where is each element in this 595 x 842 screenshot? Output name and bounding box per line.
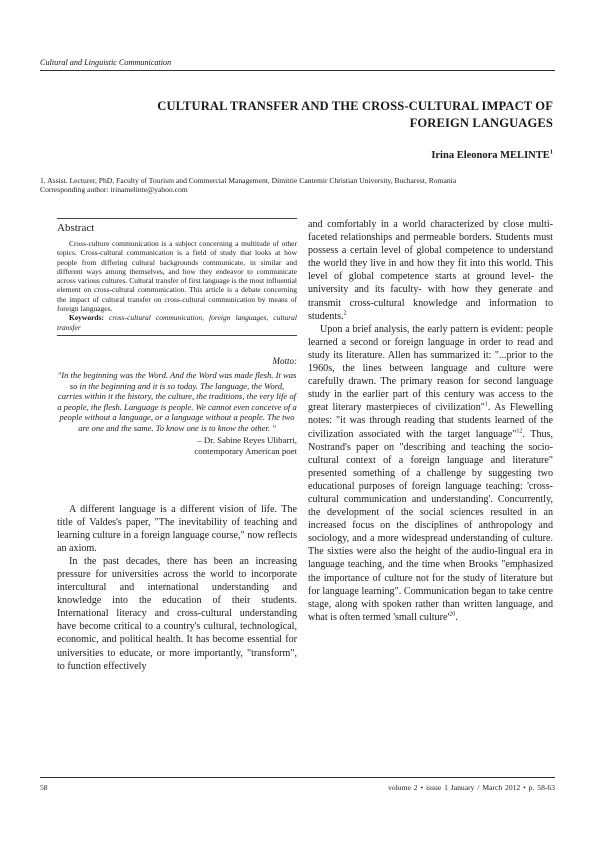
citation-mark: 2 bbox=[343, 310, 347, 317]
keywords-label: Keywords: bbox=[69, 313, 104, 323]
article-title-line-2: FOREIGN LANGUAGES bbox=[409, 116, 553, 130]
body-text-span: and comfortably in a world characterized by close multi-faceted relationships and permeable borders. Students must possess a certain level of global competence to understand the world they live in and how they fit into this world. This level of global competence starts at ground level- the university and its faculty- with how they generate and transmit cross-cultural knowledge and information to students. bbox=[308, 219, 553, 322]
motto-label: Motto: bbox=[272, 355, 297, 366]
abstract-heading: Abstract bbox=[57, 222, 95, 234]
footer-rule bbox=[40, 777, 555, 778]
body-paragraph: A different language is a different vision of life. The title of Valdes's paper, "The inevitability of teaching and learning culture in a foreign language course," now reflects an axiom. bbox=[57, 503, 297, 554]
motto-quote: "In the beginning was the Word. And the Word was made flesh. It was so in the beginning and it is so today. The language, the Word, carries within it the history, the culture, the traditions, the very life of a people, the flesh. Language is people. We cannot even conceive of a people without a language, or a language without a people. The two are one and the same. To know one is to know the other. " bbox=[57, 369, 297, 433]
article-title-line-1: CULTURAL TRANSFER AND THE CROSS-CULTURAL IMPACT OF bbox=[157, 99, 553, 113]
body-text-span: . As Flewelling notes: "it was through reading that students learned of the civilization associated with the target language" bbox=[308, 402, 553, 440]
keywords-value: cross-cultural communication, foreign languages, cultural transfer bbox=[57, 313, 297, 332]
author-affiliation-mark: 1 bbox=[549, 148, 553, 156]
body-text-span: . Thus, Nostrand's paper on "describing and teaching the socio-cultural context of a foreign language and literature" presented something of a challenge by suggesting two educational purposes of foreign language teaching: 'cross-cultural communication and understanding'. Concurrently, the development of the social sciences resulted in an increased focus on the disciplines of anthropology and sociology, and a more widespread understanding of culture. The sixties were also the height of the audio-lingual era in language teaching, and the time when Brooks "emphasized the importance of culture not for the study of literature but for language learning". Communication began to take centre stage, along with spoken rather than written language, and what is often termed 'small culture' bbox=[308, 428, 553, 623]
body-text-span: . bbox=[455, 611, 458, 623]
motto-author-description: contemporary American poet bbox=[194, 445, 297, 456]
motto-attribution bbox=[57, 435, 297, 457]
header-rule bbox=[40, 70, 555, 71]
author-name-text: Irina Eleonora MELINTE bbox=[431, 150, 550, 161]
keywords-line bbox=[57, 313, 297, 336]
author-name bbox=[300, 150, 553, 161]
article-title bbox=[60, 98, 553, 132]
abstract-text: Cross-culture communication is a subject concerning a multitude of other topics. Cross-cultural communication is a field of study that looks at how people from differing cultural backgrounds communicate, in similar and different ways among themselves, and how they endeavor to communicate across various cultures. Cultural transfer of first language is the most influential element on cross-cultural communication. This article is a debate concerning the impact of cultural transfer on cross-cultural communication by means of foreign languages. bbox=[57, 239, 297, 314]
abstract-box bbox=[57, 218, 297, 336]
right-column bbox=[308, 218, 553, 624]
page-number: 58 bbox=[40, 783, 48, 792]
body-paragraph: In the past decades, there has been an increasing pressure for universities across the world to incorporate intercultural and international understanding and knowledge into the education of their students. International literacy and cross-cultural understanding have become critical to a country's cultural, technological, economic, and political health. It has become essential for universities to educate, or more importantly, "transform", to function effectively bbox=[57, 555, 297, 672]
body-paragraph bbox=[308, 218, 553, 323]
body-text-span: Upon a brief analysis, the early pattern is evident: people learned a second or foreign language in order to read and study its literature. Allen has summarized it: "...prior to the 1960s, the lines between language and culture were carefully drawn. The primary reason for second language study in the earlier part of this century was access to the great literary masterpieces of civilization" bbox=[308, 323, 553, 414]
corresponding-author: Corresponding author: irinamelinte@yahoo.com bbox=[40, 185, 188, 195]
body-paragraph bbox=[308, 323, 553, 624]
motto-author: – Dr. Sabine Reyes Ulibarri, bbox=[197, 434, 297, 445]
running-header-title: Cultural and Linguistic Communication bbox=[40, 58, 172, 67]
volume-info: volume 2 • issue 1 January / March 2012 • p. 58-63 bbox=[388, 783, 555, 792]
left-column bbox=[57, 218, 297, 673]
citation-mark: 12 bbox=[516, 428, 523, 435]
citation-mark: 1 bbox=[484, 401, 488, 408]
citation-mark: 20 bbox=[449, 611, 456, 618]
affiliation-block bbox=[40, 176, 555, 195]
affiliation-text: 1. Assist. Lecturer, PhD, Faculty of Tourism and Commercial Management, Dimitrie Cantemir Christian University, Bucharest, Romania bbox=[40, 176, 457, 185]
